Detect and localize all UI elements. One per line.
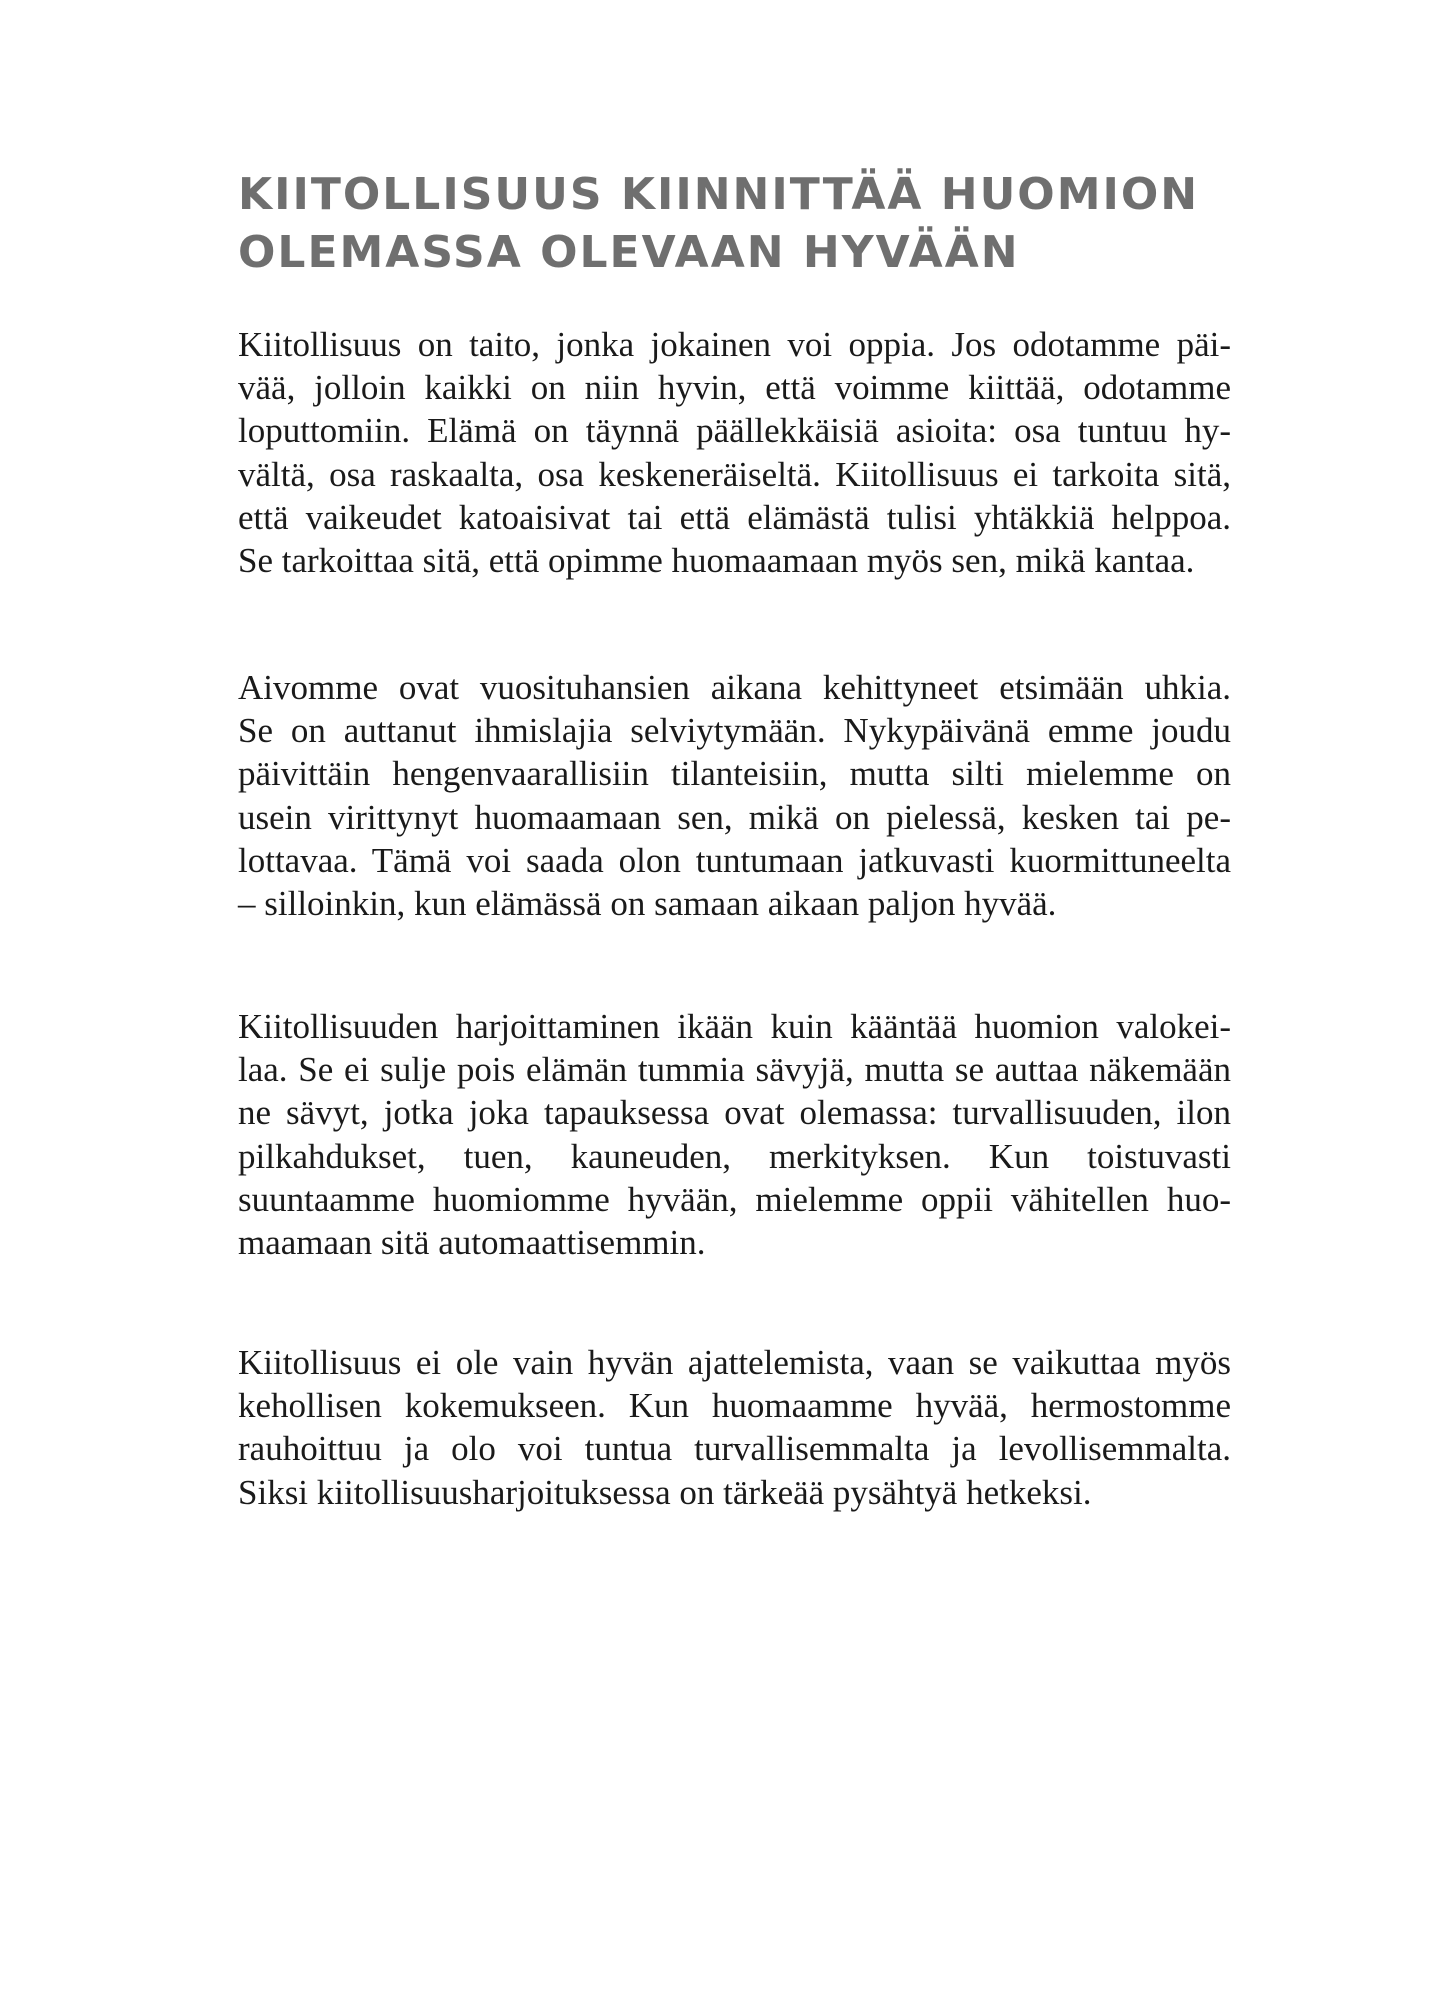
text-line: kehollisen kokemukseen. Kun huomaamme hyvää, hermostomme — [238, 1386, 1231, 1426]
text-line: Se on auttanut ihmislajia selviytymään. Nykypäivänä emme joudu — [238, 711, 1231, 751]
heading-line-2: OLEMASSA OLEVAAN HYVÄÄN — [238, 227, 1020, 278]
text-line: että vaikeudet katoaisivat tai että elämästä tulisi yhtäkkiä helppoa. — [238, 497, 1231, 537]
text-line: ne sävyt, jotka joka tapauksessa ovat olemassa: turvallisuuden, ilon — [238, 1093, 1231, 1133]
text-line: loputtomiin. Elämä on täynnä päällekkäisiä asioita: osa tuntuu hy- — [238, 411, 1231, 451]
text-line: vää, jolloin kaikki on niin hyvin, että voimme kiittää, odotamme — [238, 368, 1231, 408]
paragraph-3 — [238, 1005, 1231, 1264]
text-line: rauhoittuu ja olo voi tuntua turvallisemmalta ja levollisemmalta. — [238, 1429, 1231, 1469]
text-line: Kiitollisuuden harjoittaminen ikään kuin kääntää huomion valokei- — [238, 1007, 1231, 1046]
text-line: lottavaa. Tämä voi saada olon tuntumaan jatkuvasti kuormittuneelta — [238, 840, 1231, 880]
text-line: Kiitollisuus on taito, jonka jokainen voi oppia. Jos odotamme päi- — [238, 325, 1231, 364]
page-heading — [238, 166, 1238, 282]
text-line: Se tarkoittaa sitä, että opimme huomaamaan myös sen, mikä kantaa. — [238, 540, 1195, 580]
text-line: – silloinkin, kun elämässä on samaan aikaan paljon hyvää. — [238, 883, 1057, 923]
paragraph-4 — [238, 1341, 1231, 1514]
text-line: vältä, osa raskaalta, osa keskeneräiseltä. Kiitollisuus ei tarkoita sitä, — [238, 454, 1231, 494]
text-line: suuntaamme huomiomme hyvään, mielemme oppii vähitellen huo- — [238, 1179, 1231, 1219]
paragraph-2 — [238, 666, 1231, 925]
text-line: päivittäin hengenvaarallisiin tilanteisiin, mutta silti mielemme on — [238, 754, 1231, 794]
text-line: Siksi kiitollisuusharjoituksessa on tärkeää pysähtyä hetkeksi. — [238, 1472, 1092, 1512]
text-line: maamaan sitä automaattisemmin. — [238, 1222, 706, 1262]
text-line: usein virittynyt huomaamaan sen, mikä on pielessä, kesken tai pe- — [238, 797, 1231, 837]
text-line: laa. Se ei sulje pois elämän tummia sävyjä, mutta se auttaa näkemään — [238, 1050, 1231, 1090]
text-line: Kiitollisuus ei ole vain hyvän ajattelemista, vaan se vaikuttaa myös — [238, 1343, 1231, 1382]
paragraph-1 — [238, 323, 1231, 582]
text-line: pilkahdukset, tuen, kauneuden, merkityksen. Kun toistuvasti — [238, 1136, 1231, 1176]
text-line: Aivomme ovat vuosituhansien aikana kehittyneet etsimään uhkia. — [238, 668, 1231, 707]
heading-line-1: KIITOLLISUUS KIINNITTÄÄ HUOMION — [238, 169, 1200, 220]
